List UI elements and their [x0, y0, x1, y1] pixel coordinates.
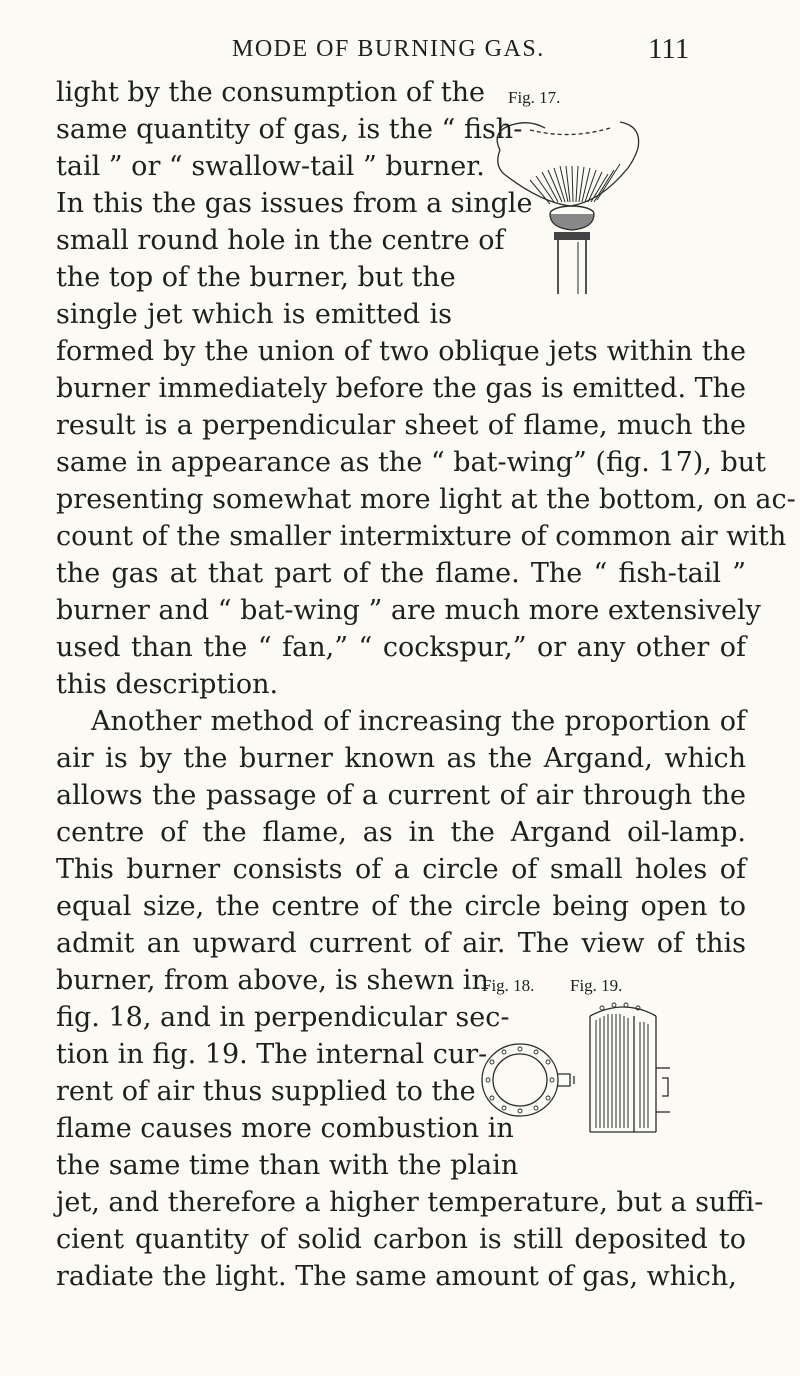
- text-line: radiate the light. The same amount of gas, which,: [56, 1261, 737, 1292]
- text-line: count of the smaller intermixture of common air with: [56, 521, 787, 552]
- text-line: equal size, the centre of the circle being open to: [56, 891, 746, 922]
- text-line: fig. 18, and in perpendicular sec-: [56, 1002, 510, 1033]
- text-line: the gas at that part of the flame. The “ fish-tail ”: [56, 558, 746, 589]
- text-line: cient quantity of solid carbon is still deposited to: [56, 1224, 746, 1255]
- text-line: burner immediately before the gas is emitted. The: [56, 373, 746, 404]
- text-line: same quantity of gas, is the “ fish-: [56, 114, 523, 145]
- text-line: small round hole in the centre of: [56, 225, 505, 256]
- fig-17-caption: Fig. 17.: [508, 88, 561, 107]
- fig-19-argand-burner-section: [584, 1000, 674, 1140]
- fig-18-argand-burner-top-view: [478, 1040, 578, 1120]
- text-line: the top of the burner, but the: [56, 262, 456, 293]
- page-number: 111: [648, 33, 690, 65]
- text-line: air is by the burner known as the Argand, which: [56, 743, 746, 774]
- text-line: single jet which is emitted is: [56, 299, 452, 330]
- text-line: admit an upward current of air. The view of this: [56, 928, 746, 959]
- text-line: burner and “ bat-wing ” are much more extensively: [56, 595, 761, 626]
- fig-18-caption: Fig. 18.: [482, 976, 535, 995]
- text-line: jet, and therefore a higher temperature, but a suffi-: [56, 1187, 764, 1218]
- text-line: centre of the flame, as in the Argand oil-lamp.: [56, 817, 746, 848]
- text-line: In this the gas issues from a single: [56, 188, 533, 219]
- fig-19-caption: Fig. 19.: [570, 976, 623, 995]
- text-line: allows the passage of a current of air through the: [56, 780, 746, 811]
- text-line: Another method of increasing the proportion of: [91, 706, 746, 737]
- text-line: formed by the union of two oblique jets within the: [56, 336, 746, 367]
- text-line: result is a perpendicular sheet of flame, much the: [56, 410, 746, 441]
- running-head: MODE OF BURNING GAS.: [232, 36, 545, 62]
- text-line: tail ” or “ swallow-tail ” burner.: [56, 151, 485, 182]
- text-line: rent of air thus supplied to the: [56, 1076, 476, 1107]
- text-line: flame causes more combustion in: [56, 1113, 514, 1144]
- text-line: light by the consumption of the: [56, 77, 485, 108]
- text-line: this description.: [56, 669, 279, 700]
- page-header: [0, 33, 800, 76]
- text-line: This burner consists of a circle of small holes of: [56, 854, 746, 885]
- text-line: the same time than with the plain: [56, 1150, 519, 1181]
- text-line: same in appearance as the “ bat-wing” (fig. 17), but: [56, 447, 766, 478]
- text-line: tion in fig. 19. The internal cur-: [56, 1039, 488, 1070]
- text-line: burner, from above, is shewn in: [56, 965, 489, 996]
- text-line: used than the “ fan,” “ cockspur,” or any other of: [56, 632, 746, 663]
- text-line: presenting somewhat more light at the bottom, on ac-: [56, 484, 796, 515]
